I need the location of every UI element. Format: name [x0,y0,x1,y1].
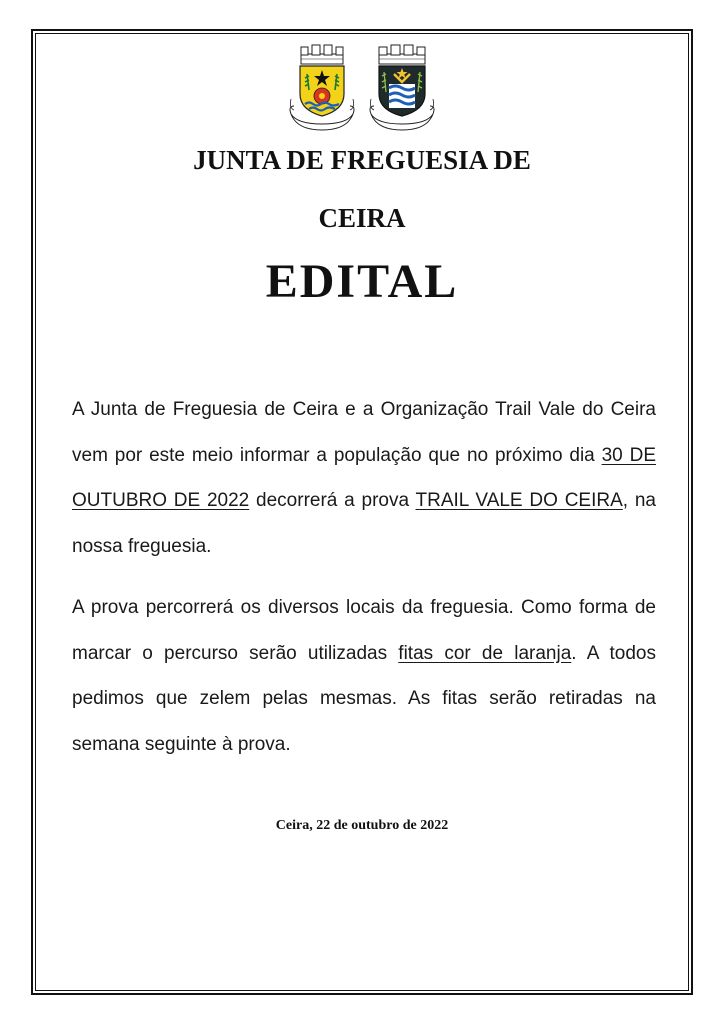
event-date: 30 DE OUTUBRO DE 2022 [72,444,656,511]
paragraph-2-text-a: A prova percorrerá os diversos locais da freguesia. Como forma de marcar o percurso serão utilizadas [72,597,656,664]
paragraph-2-text-b: . A todos pedimos que zelem pelas mesmas. As fitas serão retiradas na semana seguinte à prova. [72,642,656,755]
vila-de-ceira-crest-icon [287,44,357,136]
paragraph-1-text-c: , na nossa freguesia. [72,490,656,557]
place-and-date: Ceira, 22 de outubro de 2022 [275,818,449,833]
paragraph-1 [72,387,656,569]
heading-line-2: CEIRA [318,203,406,233]
paragraph-1-text-a: A Junta de Freguesia de Ceira e a Organização Trail Vale do Ceira vem por este meio informar a população que no próximo dia [72,399,656,466]
crests [0,44,724,139]
event-name: TRAIL VALE DO CEIRA [415,490,623,511]
paragraph-2 [72,585,656,767]
heading-line-1: JUNTA DE FREGUESIA DE [193,145,531,175]
document-title: EDITAL [265,255,459,308]
ceira-crest-icon [367,44,437,136]
ribbon-color: fitas cor de laranja [398,642,572,664]
paragraph-1-text-b: decorrerá a prova [249,490,416,511]
